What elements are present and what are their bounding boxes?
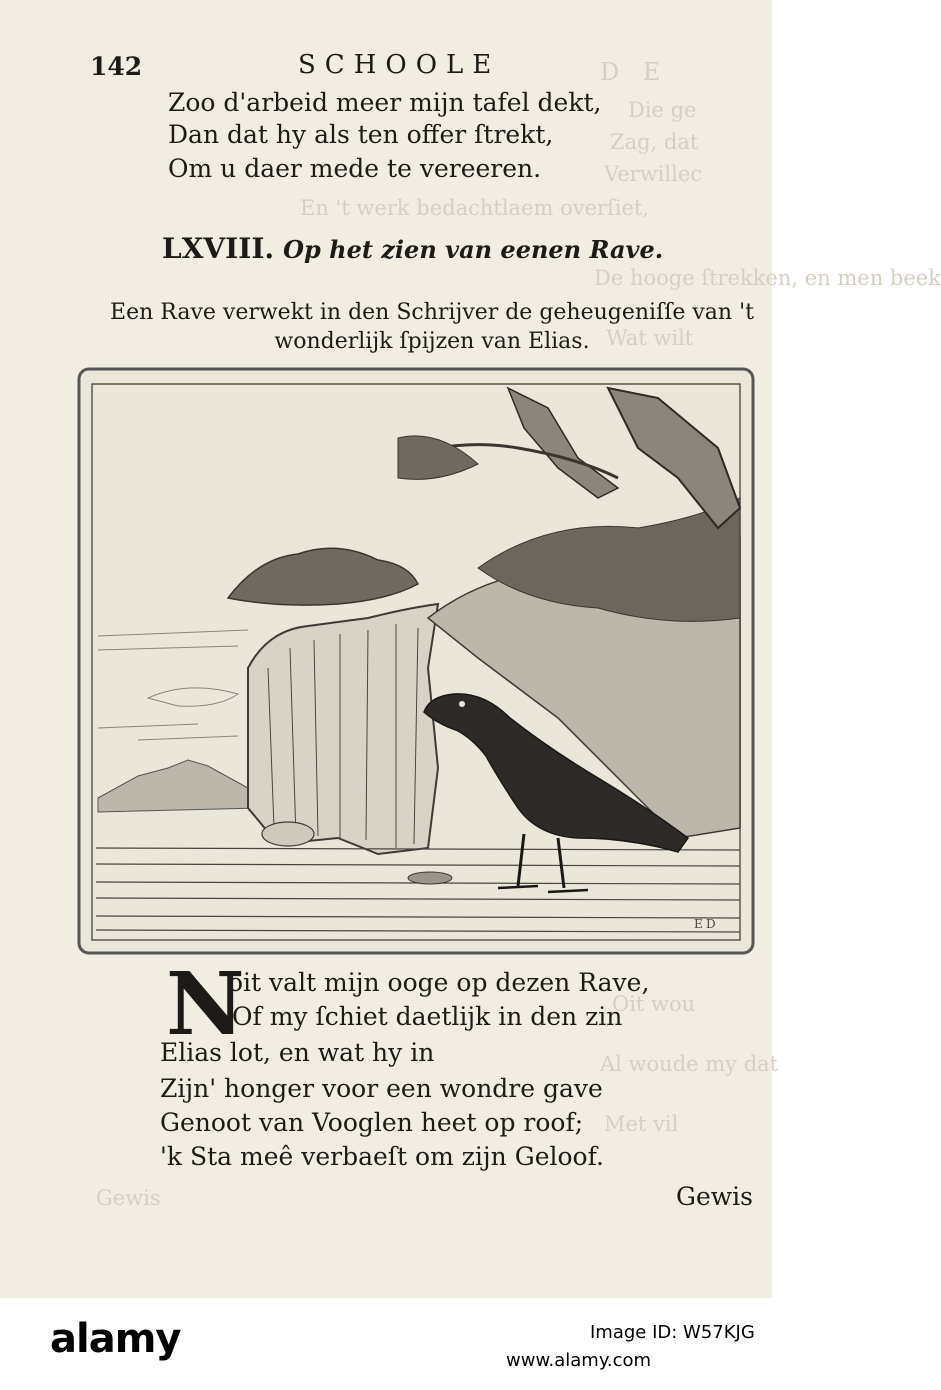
emblem-number: LXVIII. (162, 232, 275, 265)
image-id: Image ID: W57KJG (590, 1322, 755, 1343)
bleed-text: Gewis (96, 1186, 161, 1210)
verse-line: Genoot van Vooglen heet op roof; (160, 1108, 584, 1137)
bleed-text: D E (600, 58, 669, 86)
bleed-text: Al woude my dat (600, 1052, 779, 1076)
alamy-logo: alamy (50, 1316, 181, 1362)
drop-initial: N (166, 954, 245, 1055)
bleed-text: En 't werk bedachtlaem overſiet, (300, 196, 650, 220)
verse-line: Zijn' honger voor een wondre gave (160, 1074, 603, 1103)
running-head: SCHOOLE (298, 50, 501, 80)
bleed-text: Zag, dat (610, 130, 699, 154)
bleed-text: Verwillec (604, 162, 703, 186)
verse-line: 'k Sta meê verbaeſt om zijn Geloof. (160, 1142, 604, 1171)
verse-line: oit valt mijn ooge op dezen Rave, (228, 968, 650, 997)
page-number: 142 (90, 52, 143, 81)
verse-line: Of my ſchiet daetlijk in den zin (232, 1002, 623, 1031)
bleed-text: Met vil (604, 1112, 679, 1136)
emblem-summary (92, 298, 772, 356)
verse-line: Dan dat hy als ten offer ſtrekt, (168, 120, 554, 149)
bleed-text: Die ge (628, 98, 697, 122)
raven-etching (78, 368, 754, 954)
site-url: www.alamy.com (506, 1350, 652, 1371)
summary-line: wonderlijk ſpijzen van Elias. (274, 329, 590, 354)
plate-mark: E (694, 917, 703, 931)
verse-line: Zoo d'arbeid meer mijn tafel dekt, (168, 88, 602, 117)
emblem-heading (162, 232, 663, 265)
verse-line: Om u daer mede te vereeren. (168, 154, 542, 183)
bleed-text: Oit wou (612, 992, 696, 1016)
verse-line: Elias lot, en wat hy in (160, 1038, 435, 1067)
bleed-text: Wat wilt (606, 326, 694, 350)
emblem-title: Op het zien van eenen Rave. (283, 235, 664, 264)
bleed-text: De hooge ſtrekken, en men beek (594, 266, 941, 290)
catchword: Gewis (676, 1182, 753, 1211)
summary-line: Een Rave verwekt in den Schrijver de geheugeniſſe van 't (110, 300, 754, 325)
plate-mark: D (706, 917, 716, 931)
